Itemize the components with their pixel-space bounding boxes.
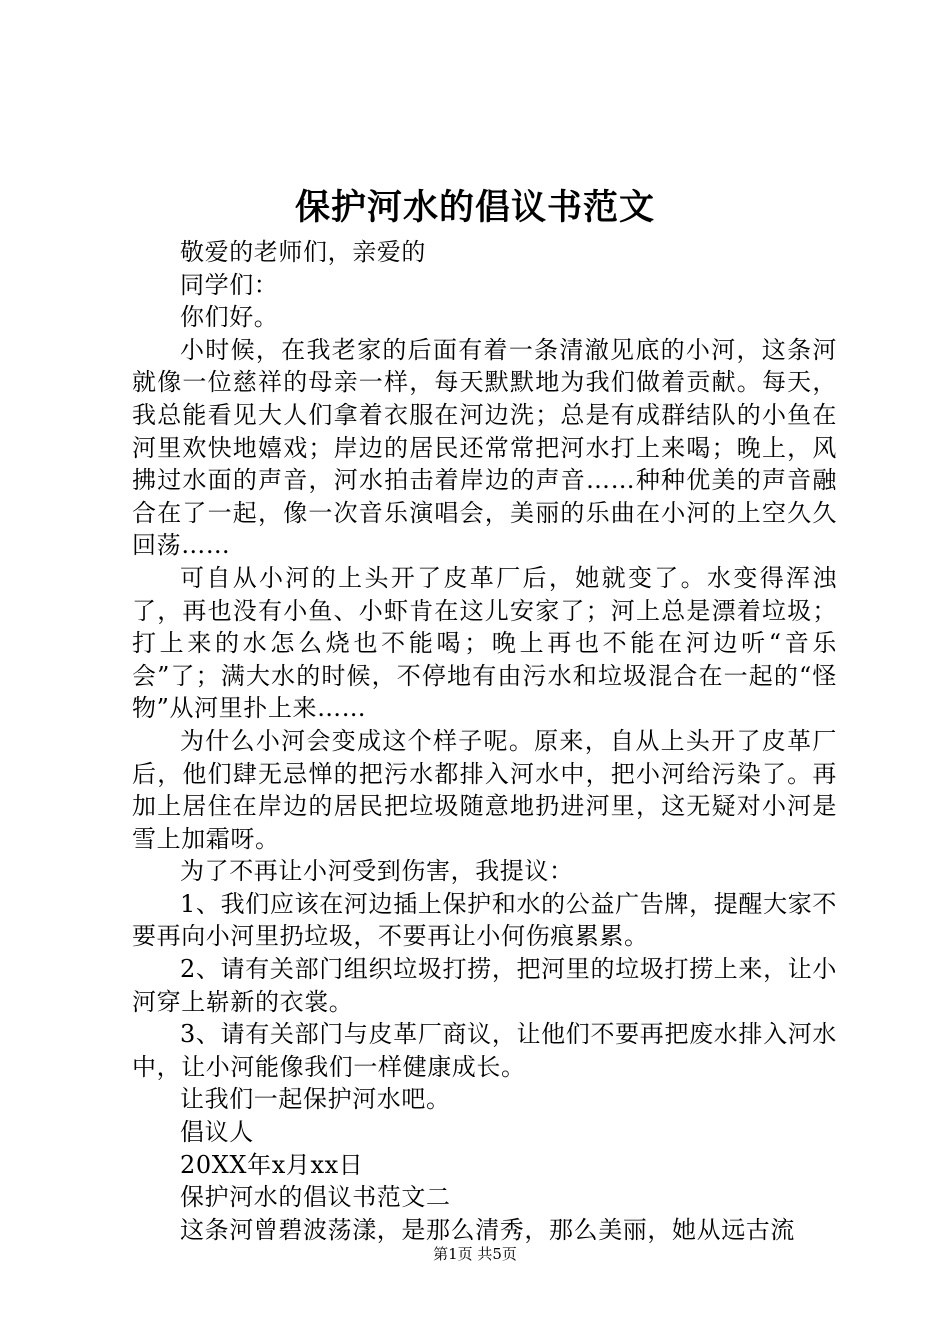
paragraph-cause: 为什么小河会变成这个样子呢。原来，自从上头开了皮革厂后，他们肆无忌惮的把污水都排入河水中，把小河给污染了。再加上居住在岸边的居民把垃圾随意地扔进河里，这无疑对小河是雪上加霜呀。	[132, 726, 837, 853]
page-number: 第1页 共5页	[433, 1245, 517, 1263]
document-body	[132, 236, 837, 1246]
salutation-line-2: 同学们：	[180, 270, 279, 299]
second-article-title: 保护河水的倡议书范文二	[180, 1183, 451, 1212]
closing-line: 让我们一起保护河水吧。	[180, 1085, 451, 1114]
date-line: 20XX年x月xx日	[180, 1150, 364, 1179]
greeting: 你们好。	[180, 303, 279, 332]
salutation-line-1: 敬爱的老师们，亲爱的	[180, 238, 426, 266]
proposal-intro: 为了不再让小河受到伤害，我提议：	[180, 857, 574, 886]
proposal-item-2: 2、请有关部门组织垃圾打捞，把河里的垃圾打捞上来，让小河穿上崭新的衣裳。	[132, 955, 837, 1016]
paragraph-childhood: 小时候，在我老家的后面有着一条清澈见底的小河，这条河就像一位慈祥的母亲一样，每天默默地为我们做着贡献。每天，我总能看见大人们拿着衣服在河边洗；总是有成群结队的小鱼在河里欢快地嬉戏；岸边的居民还常常把河水打上来喝；晚上，风拂过水面的声音，河水拍击着岸边的声音……种种优美的声音融合在了一起，像一次音乐演唱会，美丽的乐曲在小河的上空久久回荡……	[132, 335, 837, 560]
paragraph-pollution: 可自从小河的上头开了皮革厂后，她就变了。水变得浑浊了，再也没有小鱼、小虾肯在这儿安家了；河上总是漂着垃圾；打上来的水怎么烧也不能喝；晚上再也不能在河边听“音乐会”了；满大水的时候，不停地有由污水和垃圾混合在一起的“怪物”从河里扑上来……	[132, 563, 837, 723]
second-article-paragraph: 这条河曾碧波荡漾，是那么清秀，那么美丽，她从远古流	[180, 1215, 795, 1244]
document-title: 保护河水的倡议书范文	[294, 187, 655, 228]
proposal-item-1: 1、我们应该在河边插上保护和水的公益广告牌，提醒大家不要再向小河里扔垃圾，不要再让小何伤痕累累。	[132, 889, 837, 951]
proposal-item-3: 3、请有关部门与皮革厂商议，让他们不要再把废水排入河水中，让小河能像我们一样健康成长。	[132, 1020, 837, 1081]
signature-label: 倡议人	[180, 1118, 254, 1147]
